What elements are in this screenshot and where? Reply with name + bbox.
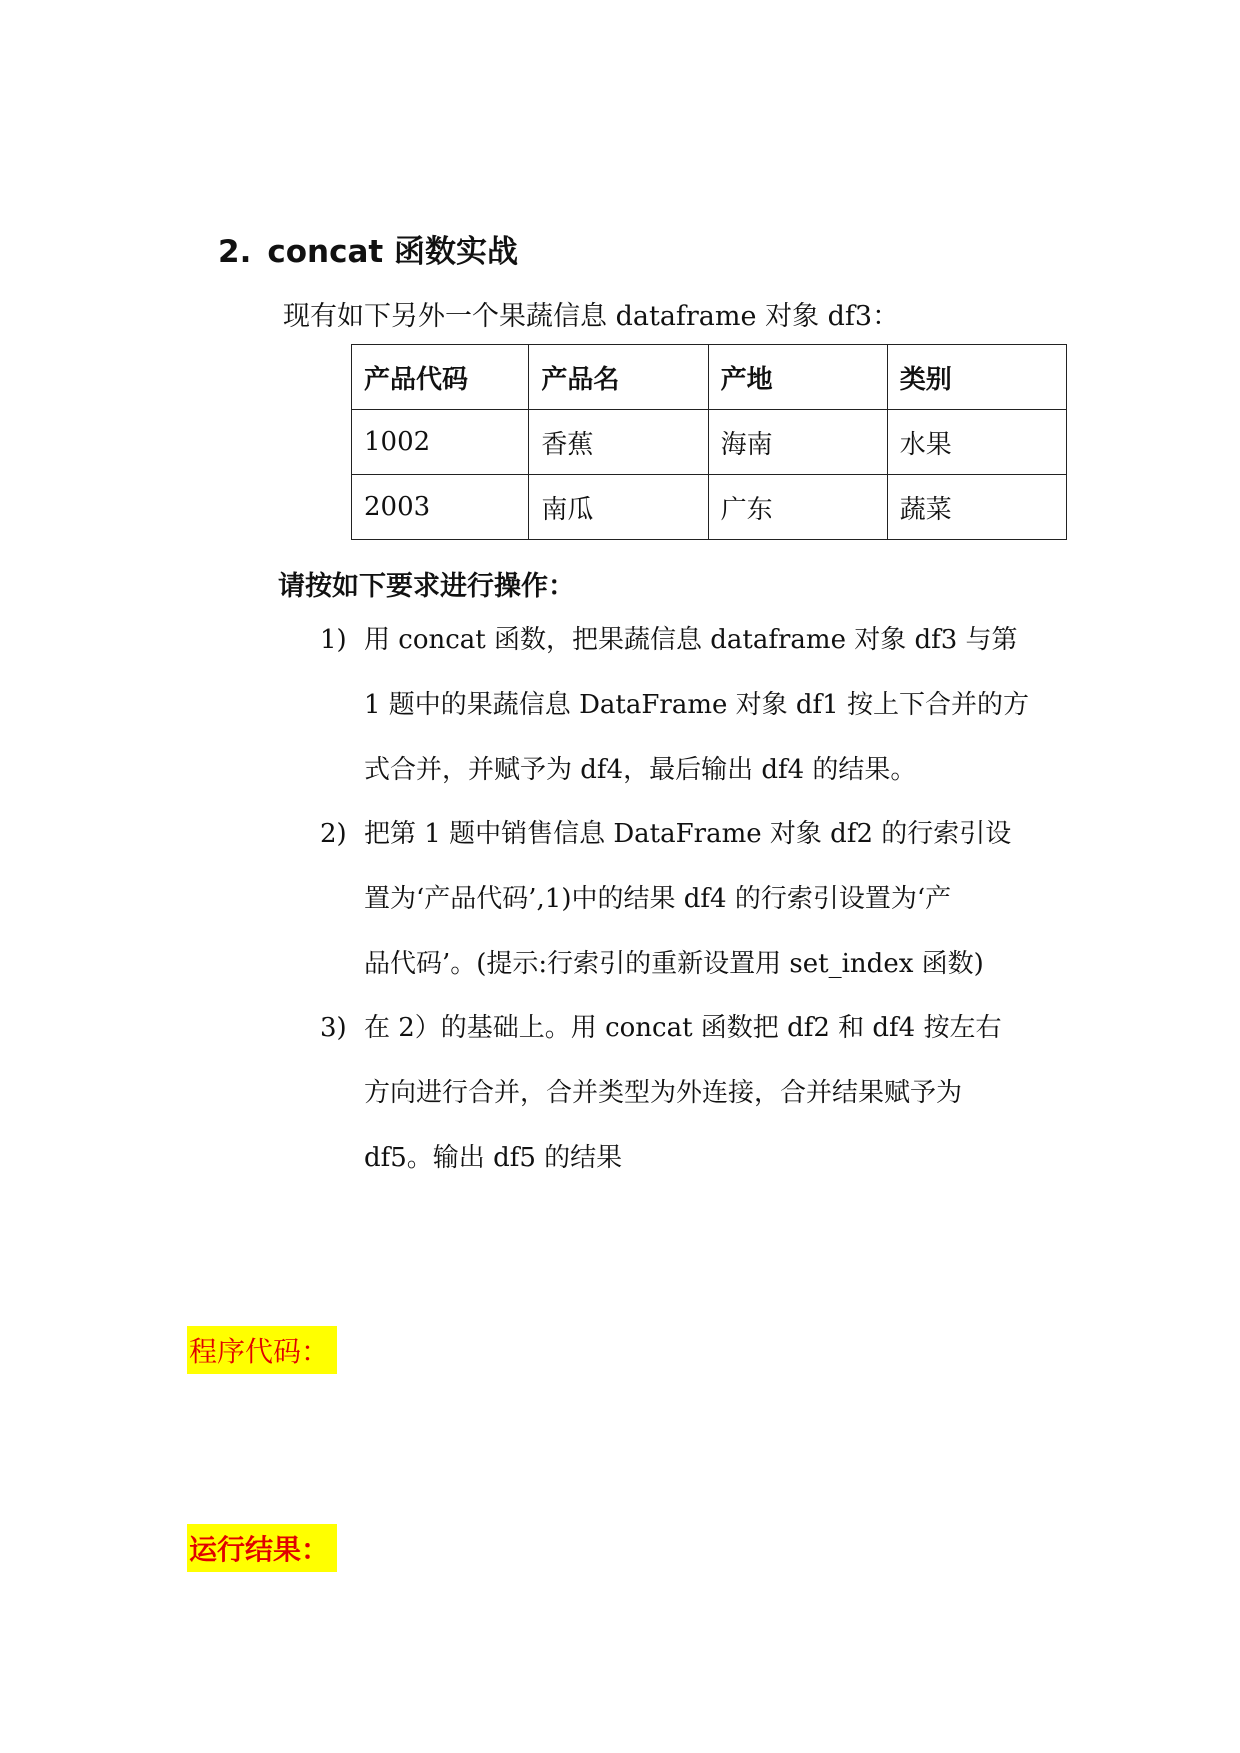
requirements-heading: 请按如下要求进行操作：	[278, 571, 575, 602]
table-header-cell: 产品名	[529, 345, 708, 410]
table-cell: 南瓜	[529, 475, 708, 540]
intro-text: 现有如下另外一个果蔬信息 dataframe 对象 df3：	[283, 301, 900, 332]
table-cell: 2003	[352, 475, 529, 540]
run-result-label: 运行结果：	[187, 1524, 337, 1572]
table-cell: 水果	[887, 410, 1066, 475]
section-number: 2.	[218, 234, 252, 270]
task-body	[364, 608, 1060, 803]
task-line: 用 concat 函数，把果蔬信息 dataframe 对象 df3 与第	[364, 625, 1018, 655]
task-body	[364, 996, 1060, 1191]
table-header-cell: 类别	[887, 345, 1066, 410]
task-line: 品代码’。(提示:行索引的重新设置用 set_index 函数)	[364, 949, 984, 979]
program-code-label: 程序代码：	[187, 1326, 337, 1374]
task-number: 3)	[320, 1013, 347, 1043]
table-cell: 蔬菜	[887, 475, 1066, 540]
task-body	[364, 802, 1060, 997]
table-row	[352, 410, 1067, 475]
section-title-text: concat 函数实战	[267, 234, 519, 270]
task-line: 把第 1 题中销售信息 DataFrame 对象 df2 的行索引设	[364, 819, 1012, 849]
table-header-row	[352, 345, 1067, 410]
task-line: df5。输出 df5 的结果	[364, 1143, 623, 1173]
task-number: 1)	[320, 625, 347, 655]
table-header-cell: 产品代码	[352, 345, 529, 410]
task-item-1	[320, 608, 1060, 803]
task-line: 式合并，并赋予为 df4，最后输出 df4 的结果。	[364, 755, 917, 785]
table-row	[352, 475, 1067, 540]
task-line: 1 题中的果蔬信息 DataFrame 对象 df1 按上下合并的方	[364, 690, 1029, 720]
task-item-3	[320, 996, 1060, 1191]
task-line: 在 2）的基础上。用 concat 函数把 df2 和 df4 按左右	[364, 1013, 1002, 1043]
table-cell: 1002	[352, 410, 529, 475]
task-number: 2)	[320, 819, 347, 849]
produce-table	[351, 344, 1067, 540]
table-cell: 海南	[708, 410, 887, 475]
task-line: 方向进行合并，合并类型为外连接，合并结果赋予为	[364, 1078, 963, 1108]
table-cell: 广东	[708, 475, 887, 540]
task-item-2	[320, 802, 1060, 997]
task-line: 置为‘产品代码’,1)中的结果 df4 的行索引设置为‘产	[364, 884, 952, 914]
section-title	[218, 226, 518, 271]
table-cell: 香蕉	[529, 410, 708, 475]
table-header-cell: 产地	[708, 345, 887, 410]
